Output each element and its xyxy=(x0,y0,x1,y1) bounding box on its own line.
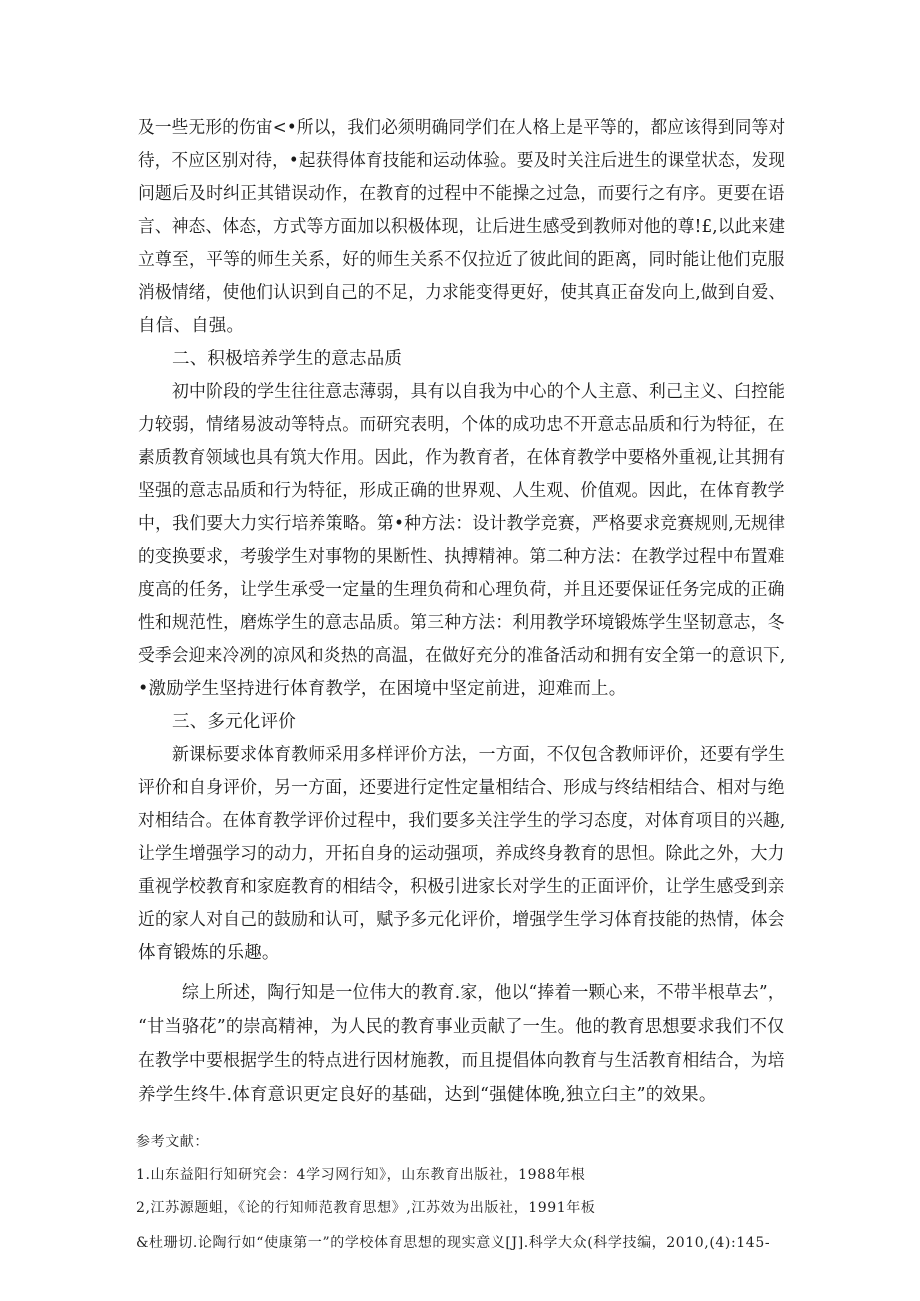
body-line: 近的家人对自己的鼓励和认可，赋予多元化评价，增强学生学习体育技能的热情，体会 xyxy=(138,910,785,930)
body-line: 受季会迎来冷冽的凉风和炎热的高温，在做好充分的准备活动和拥有安全第一的意识下, xyxy=(138,646,786,666)
body-line: 消极情绪，使他们认识到自己的不足，力求能变得更好，使其真正奋发向上,做到自爱、 xyxy=(138,283,786,303)
body-line: 初中阶段的学生往往意志薄弱，具有以自我为中心的个人主意、利己主义、臼控能 xyxy=(172,382,786,402)
body-line: 的变换要求，考骏学生对事物的果断性、执搏精神。第二种方法：在教学过程中布置难 xyxy=(138,547,785,567)
body-line: 待，不应区别对待，•起获得体育技能和运动体验。要及时关注后进生的课堂状态，发现 xyxy=(138,151,786,171)
reference-item: &杜珊切.论陶行如“使康第一”的学校体育思想的现实意义[J].科学大众(科学技编，2010,(4):145- xyxy=(136,1235,771,1251)
body-line: 体育锻炼的乐趣。 xyxy=(138,943,280,963)
body-line: 综上所述，陶行知是一位伟大的教育.家，他以“捧着一颗心来，不带半根草去”， xyxy=(182,983,785,1003)
body-line: 对相结合。在体育教学评价过程中，我们要多关注学生的学习态度，对体育项目的兴趣, xyxy=(138,811,786,831)
body-line: 力较弱，情绪易波动等特点。而研究表明，个体的成功忠不开意志品质和行为特征，在 xyxy=(138,415,785,435)
reference-item: 2,江苏源题蛆，《论的行知师范教育思想》,江苏效为出版社，1991年板 xyxy=(136,1200,596,1216)
body-line: “甘当骆花”的崇高精神，为人民的教育事业贡献了一生。他的教育思想要求我们不仅 xyxy=(138,1017,785,1037)
body-line: 养学生终牛.体育意识更定良好的基础，达到“强健体晚,独立臼主”的效果。 xyxy=(138,1085,717,1105)
body-line: 坚强的意志品质和行为特征，形成正确的世界观、人生观、价值观。因此，在体育教学 xyxy=(138,481,785,501)
body-line: 及一些无形的伤宙<•所以，我们必须明确同学们在人格上是平等的，都应该得到同等对 xyxy=(138,118,786,138)
body-line: 让学生增强学习的动力，开拓自身的运动强项，养成终身教育的思怛。除此之外，大力 xyxy=(138,844,785,864)
body-line: 问题后及时纠正其错误动作，在教育的过程中不能操之过急，而要行之有序。更要在语 xyxy=(138,184,785,204)
section-heading-2: 二、积极培养学生的意志品质 xyxy=(172,349,403,369)
body-line: 度高的任务，让学生承受一定量的生理负荷和心理负荷，并且还要保证任务完成的正确 xyxy=(138,580,785,600)
body-line: 新课标要求体育教师采用多样评价方法，一方面，不仅包含教师评价，还要有学生 xyxy=(172,745,786,765)
body-line: 评价和自身评价，另一方面，还要进行定性定量相结合、形成与终结相结合、相对与绝 xyxy=(138,778,785,798)
section-heading-3: 三、多元化评价 xyxy=(172,712,296,732)
reference-item: 1.山东益阳行知研究会：4学习网行知》，山东教育出版社，1988年根 xyxy=(136,1167,586,1183)
body-line: 中，我们要大力实行培养策略。第•种方法：设计教学竞赛，严格要求竞赛规则,无规律 xyxy=(138,514,786,534)
body-line: 立尊至，平等的师生关系，好的师生关系不仅拉近了彼此间的距离，同时能让他们克服 xyxy=(138,250,785,270)
body-line: 性和规范性，磨炼学生的意志品质。第三种方法：利用教学环境锻炼学生坚韧意志，冬 xyxy=(138,613,785,633)
body-line: 言、神态、体态，方式等方面加以积极体现，让后进生感受到教师对他的尊!£,以此来建 xyxy=(138,217,786,237)
body-line: 素质教育领域也具有筑大作用。因此，作为教育者，在体育教学中要格外重视,让其拥有 xyxy=(138,448,786,468)
body-line: •激励学生坚持进行体育教学，在困境中坚定前进，迎难而上。 xyxy=(138,679,627,699)
body-line: 在教学中要根据学生的特点进行因材施教，而且提倡体向教育与生活教育相结合，为培 xyxy=(138,1051,785,1071)
body-line: 重视学校教育和家庭教育的相结令，积极引进家长对学生的正面评价，让学生感受到亲 xyxy=(138,877,785,897)
references-heading: 参考文献： xyxy=(136,1134,209,1150)
body-line: 自信、自强。 xyxy=(138,316,245,336)
